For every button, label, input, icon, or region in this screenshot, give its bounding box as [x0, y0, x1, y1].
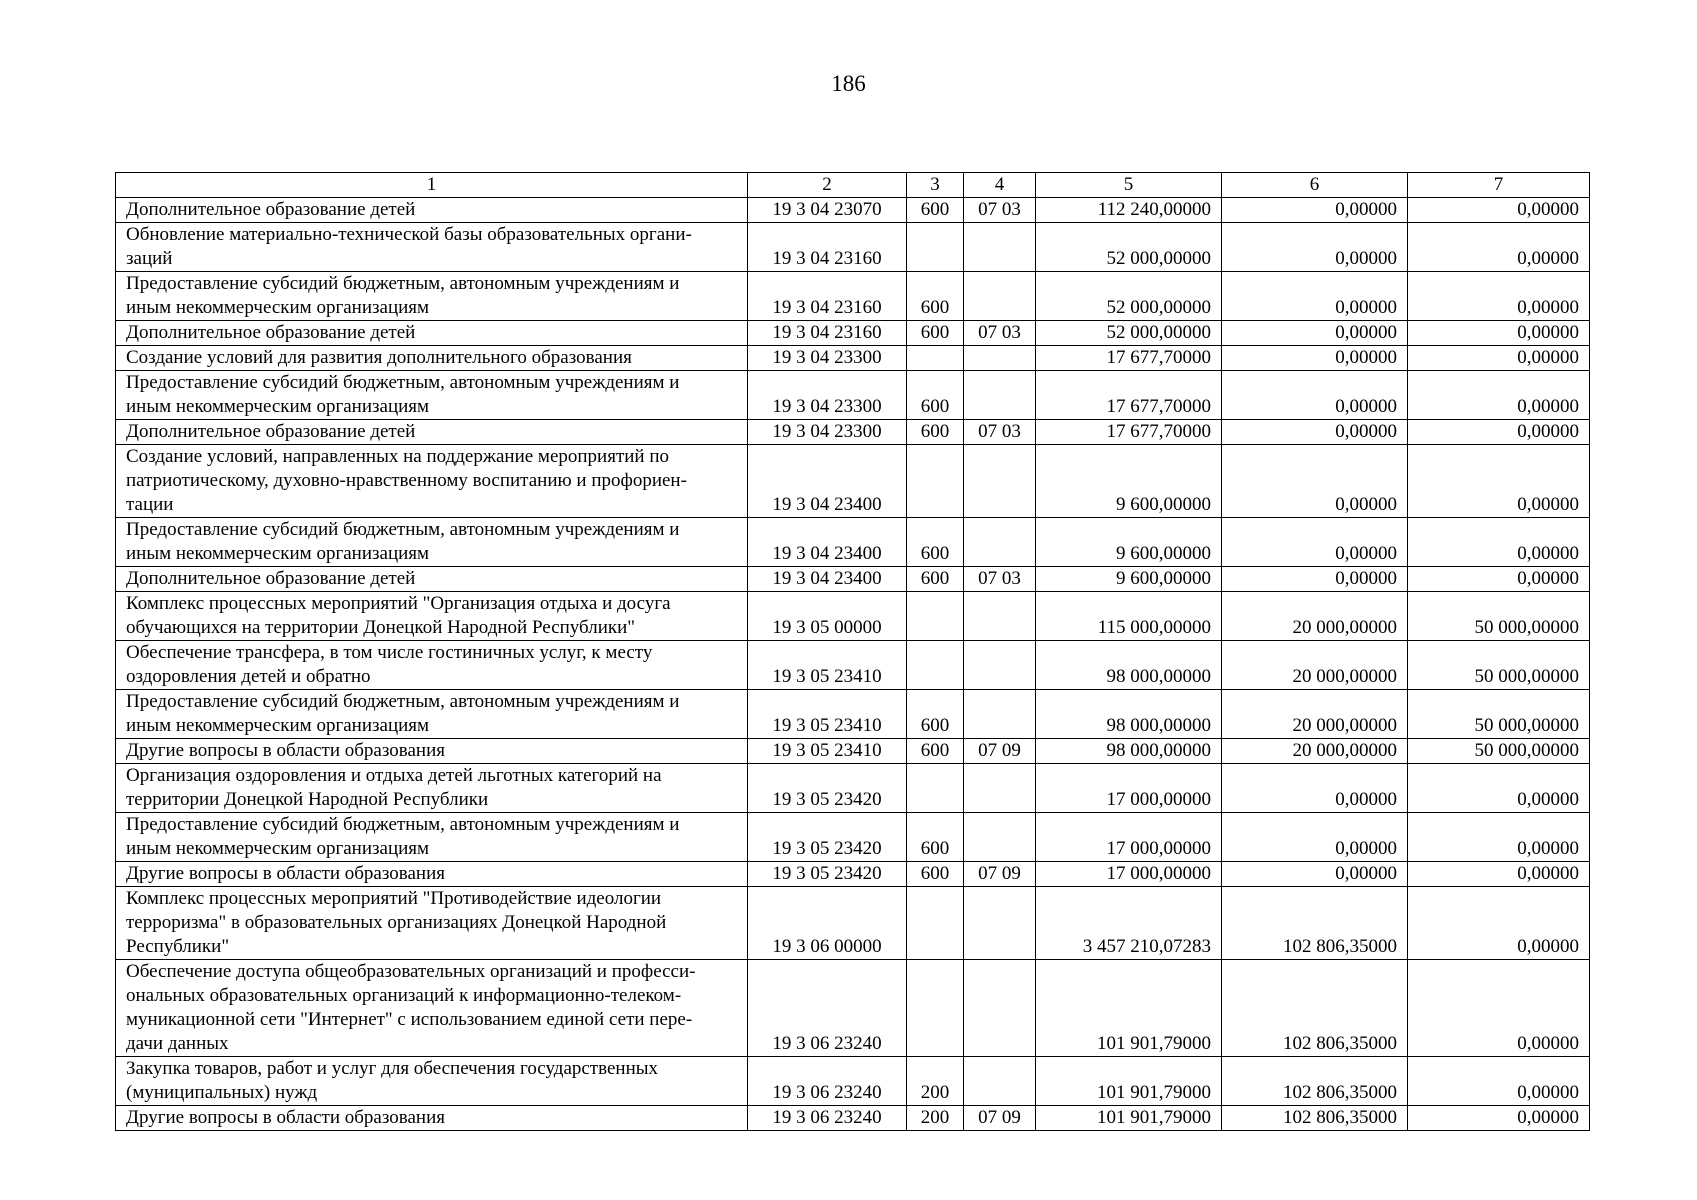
table-body [116, 198, 1590, 1131]
table-row [116, 887, 1590, 960]
row-name-text: Дополнительное образование детей [126, 199, 416, 220]
row-amount-2-cell: 0,00000 [1222, 518, 1408, 567]
row-code-cell: 19 3 04 23160 [748, 321, 907, 346]
row-amount-1-cell: 98 000,00000 [1036, 641, 1222, 690]
table-row [116, 420, 1590, 445]
row-amount-2-cell: 20 000,00000 [1222, 739, 1408, 764]
row-name-text: Организация оздоровления и отдыха детей льготных категорий на территории Донецкой Народной Республики [126, 765, 662, 810]
row-code-cell: 19 3 06 23240 [748, 1057, 907, 1106]
table-row [116, 567, 1590, 592]
row-name-text: Предоставление субсидий бюджетным, автономным учреждениям и иным некоммерческим организациям [126, 814, 680, 859]
row-amount-3-cell: 0,00000 [1408, 1106, 1590, 1131]
row-name-cell [116, 223, 748, 272]
row-name-cell [116, 198, 748, 223]
row-amount-2-cell: 0,00000 [1222, 321, 1408, 346]
row-amount-3-cell: 0,00000 [1408, 445, 1590, 518]
row-name-text: Предоставление субсидий бюджетным, автономным учреждениям и иным некоммерческим организациям [126, 273, 680, 318]
page-number: 186 [831, 71, 866, 96]
row-amount-3-cell: 0,00000 [1408, 223, 1590, 272]
row-amount-3-cell: 0,00000 [1408, 198, 1590, 223]
row-amount-1-cell: 101 901,79000 [1036, 1057, 1222, 1106]
row-type-cell: 600 [907, 371, 964, 420]
row-code-cell: 19 3 04 23070 [748, 198, 907, 223]
row-section-cell: 07 09 [964, 739, 1036, 764]
table-row [116, 445, 1590, 518]
row-code-cell: 19 3 05 23410 [748, 739, 907, 764]
row-name-text: Другие вопросы в области образования [126, 863, 445, 884]
row-type-cell [907, 592, 964, 641]
table-row [116, 764, 1590, 813]
row-amount-1-cell: 9 600,00000 [1036, 567, 1222, 592]
row-code-cell: 19 3 05 23420 [748, 764, 907, 813]
table-row [116, 739, 1590, 764]
row-amount-3-cell: 0,00000 [1408, 813, 1590, 862]
row-amount-2-cell: 0,00000 [1222, 567, 1408, 592]
row-name-text: Создание условий для развития дополнительного образования [126, 347, 632, 368]
column-header: 2 [748, 173, 907, 198]
row-name-cell [116, 960, 748, 1057]
row-code-cell: 19 3 06 23240 [748, 960, 907, 1057]
row-type-cell: 600 [907, 272, 964, 321]
row-name-cell [116, 739, 748, 764]
row-section-cell [964, 690, 1036, 739]
row-section-cell [964, 223, 1036, 272]
table-row [116, 272, 1590, 321]
row-type-cell: 600 [907, 690, 964, 739]
row-name-text: Дополнительное образование детей [126, 421, 416, 442]
row-name-text: Обновление материально-технической базы образовательных органи- заций [126, 224, 692, 269]
row-type-cell: 600 [907, 813, 964, 862]
row-amount-1-cell: 17 000,00000 [1036, 862, 1222, 887]
column-header: 5 [1036, 173, 1222, 198]
row-amount-3-cell: 0,00000 [1408, 960, 1590, 1057]
row-amount-1-cell: 115 000,00000 [1036, 592, 1222, 641]
row-amount-1-cell: 52 000,00000 [1036, 272, 1222, 321]
row-name-text: Дополнительное образование детей [126, 568, 416, 589]
row-amount-1-cell: 98 000,00000 [1036, 690, 1222, 739]
row-type-cell: 200 [907, 1057, 964, 1106]
row-amount-2-cell: 0,00000 [1222, 198, 1408, 223]
row-section-cell: 07 03 [964, 420, 1036, 445]
row-code-cell: 19 3 04 23400 [748, 518, 907, 567]
row-code-cell: 19 3 04 23300 [748, 420, 907, 445]
row-amount-1-cell: 17 677,70000 [1036, 420, 1222, 445]
table-row [116, 198, 1590, 223]
row-code-cell: 19 3 04 23160 [748, 272, 907, 321]
column-header: 4 [964, 173, 1036, 198]
row-amount-1-cell: 52 000,00000 [1036, 223, 1222, 272]
row-amount-2-cell: 20 000,00000 [1222, 641, 1408, 690]
table-row [116, 960, 1590, 1057]
row-code-cell: 19 3 04 23400 [748, 445, 907, 518]
row-amount-3-cell: 50 000,00000 [1408, 641, 1590, 690]
table-row [116, 518, 1590, 567]
row-type-cell [907, 887, 964, 960]
row-code-cell: 19 3 05 23420 [748, 813, 907, 862]
row-section-cell: 07 03 [964, 567, 1036, 592]
row-type-cell: 600 [907, 420, 964, 445]
row-amount-3-cell: 0,00000 [1408, 346, 1590, 371]
row-section-cell [964, 445, 1036, 518]
row-name-text: Комплекс процессных мероприятий "Противодействие идеологии терроризма" в образовательных организациях Донецкой Народной Республики" [126, 888, 667, 957]
row-amount-3-cell: 0,00000 [1408, 420, 1590, 445]
table-row [116, 371, 1590, 420]
row-amount-3-cell: 0,00000 [1408, 862, 1590, 887]
row-amount-2-cell: 0,00000 [1222, 445, 1408, 518]
row-type-cell: 600 [907, 518, 964, 567]
table-row [116, 690, 1590, 739]
row-amount-1-cell: 112 240,00000 [1036, 198, 1222, 223]
row-section-cell [964, 592, 1036, 641]
row-section-cell: 07 09 [964, 862, 1036, 887]
row-amount-2-cell: 0,00000 [1222, 420, 1408, 445]
row-amount-3-cell: 50 000,00000 [1408, 592, 1590, 641]
row-amount-3-cell: 50 000,00000 [1408, 739, 1590, 764]
row-section-cell [964, 1057, 1036, 1106]
row-amount-2-cell: 0,00000 [1222, 371, 1408, 420]
row-name-cell [116, 272, 748, 321]
table-header-row [116, 173, 1590, 198]
row-amount-1-cell: 17 677,70000 [1036, 346, 1222, 371]
row-type-cell [907, 641, 964, 690]
row-code-cell: 19 3 04 23300 [748, 371, 907, 420]
row-amount-1-cell: 52 000,00000 [1036, 321, 1222, 346]
row-type-cell: 200 [907, 1106, 964, 1131]
row-name-cell [116, 518, 748, 567]
row-name-text: Дополнительное образование детей [126, 322, 416, 343]
row-section-cell [964, 371, 1036, 420]
row-amount-2-cell: 0,00000 [1222, 813, 1408, 862]
row-amount-3-cell: 0,00000 [1408, 272, 1590, 321]
row-section-cell: 07 03 [964, 198, 1036, 223]
row-type-cell: 600 [907, 862, 964, 887]
row-amount-2-cell: 0,00000 [1222, 223, 1408, 272]
row-amount-2-cell: 0,00000 [1222, 862, 1408, 887]
row-amount-2-cell: 20 000,00000 [1222, 592, 1408, 641]
column-header: 3 [907, 173, 964, 198]
row-name-cell [116, 567, 748, 592]
row-name-text: Обеспечение трансфера, в том числе гостиничных услуг, к месту оздоровления детей и обратно [126, 642, 653, 687]
row-name-cell [116, 346, 748, 371]
row-name-text: Предоставление субсидий бюджетным, автономным учреждениям и иным некоммерческим организациям [126, 519, 680, 564]
row-section-cell [964, 887, 1036, 960]
table-row [116, 592, 1590, 641]
row-name-cell [116, 641, 748, 690]
row-amount-1-cell: 98 000,00000 [1036, 739, 1222, 764]
column-header: 7 [1408, 173, 1590, 198]
row-type-cell [907, 346, 964, 371]
row-amount-1-cell: 17 000,00000 [1036, 813, 1222, 862]
row-section-cell [964, 764, 1036, 813]
column-header: 6 [1222, 173, 1408, 198]
row-name-cell [116, 862, 748, 887]
row-section-cell [964, 272, 1036, 321]
row-amount-2-cell: 0,00000 [1222, 272, 1408, 321]
table-row [116, 346, 1590, 371]
row-name-cell [116, 445, 748, 518]
table-row [116, 223, 1590, 272]
row-name-text: Закупка товаров, работ и услуг для обеспечения государственных (муниципальных) нужд [126, 1058, 659, 1103]
row-name-text: Комплекс процессных мероприятий "Организация отдыха и досуга обучающихся на территории Донецкой Народной Республики" [126, 593, 671, 638]
row-code-cell: 19 3 04 23400 [748, 567, 907, 592]
row-code-cell: 19 3 04 23300 [748, 346, 907, 371]
row-section-cell [964, 346, 1036, 371]
row-section-cell: 07 03 [964, 321, 1036, 346]
row-name-cell [116, 592, 748, 641]
row-name-cell [116, 887, 748, 960]
row-amount-1-cell: 9 600,00000 [1036, 518, 1222, 567]
row-section-cell [964, 960, 1036, 1057]
row-section-cell: 07 09 [964, 1106, 1036, 1131]
row-type-cell: 600 [907, 739, 964, 764]
row-amount-2-cell: 0,00000 [1222, 764, 1408, 813]
row-name-cell [116, 764, 748, 813]
row-name-cell [116, 420, 748, 445]
row-name-text: Создание условий, направленных на поддержание мероприятий по патриотическому, духовно-нравственному воспитанию и профориен- тации [126, 446, 687, 515]
row-amount-3-cell: 0,00000 [1408, 321, 1590, 346]
column-header: 1 [116, 173, 748, 198]
row-amount-2-cell: 102 806,35000 [1222, 1057, 1408, 1106]
row-amount-1-cell: 17 000,00000 [1036, 764, 1222, 813]
row-code-cell: 19 3 05 23410 [748, 641, 907, 690]
row-section-cell [964, 518, 1036, 567]
row-amount-2-cell: 102 806,35000 [1222, 1106, 1408, 1131]
row-name-text: Другие вопросы в области образования [126, 1107, 445, 1128]
row-name-cell [116, 813, 748, 862]
row-amount-1-cell: 3 457 210,07283 [1036, 887, 1222, 960]
row-type-cell: 600 [907, 198, 964, 223]
row-section-cell [964, 813, 1036, 862]
row-amount-3-cell: 0,00000 [1408, 567, 1590, 592]
table-row [116, 862, 1590, 887]
row-name-text: Предоставление субсидий бюджетным, автономным учреждениям и иным некоммерческим организациям [126, 372, 680, 417]
row-name-text: Обеспечение доступа общеобразовательных организаций и професси- ональных образовательных организаций к информационно-телеком- муникационной сети "Интернет" с использованием единой сети пере- дачи данных [126, 961, 696, 1054]
row-code-cell: 19 3 06 00000 [748, 887, 907, 960]
table-row [116, 321, 1590, 346]
row-amount-2-cell: 102 806,35000 [1222, 887, 1408, 960]
row-name-cell [116, 1106, 748, 1131]
row-name-text: Другие вопросы в области образования [126, 740, 445, 761]
row-code-cell: 19 3 04 23160 [748, 223, 907, 272]
row-amount-1-cell: 101 901,79000 [1036, 1106, 1222, 1131]
row-code-cell: 19 3 05 23410 [748, 690, 907, 739]
row-amount-3-cell: 0,00000 [1408, 887, 1590, 960]
row-amount-2-cell: 20 000,00000 [1222, 690, 1408, 739]
row-type-cell [907, 445, 964, 518]
row-section-cell [964, 641, 1036, 690]
row-amount-1-cell: 9 600,00000 [1036, 445, 1222, 518]
row-code-cell: 19 3 06 23240 [748, 1106, 907, 1131]
row-amount-3-cell: 0,00000 [1408, 518, 1590, 567]
row-name-cell [116, 321, 748, 346]
row-name-text: Предоставление субсидий бюджетным, автономным учреждениям и иным некоммерческим организациям [126, 691, 680, 736]
row-amount-3-cell: 0,00000 [1408, 764, 1590, 813]
row-type-cell [907, 960, 964, 1057]
budget-table [115, 172, 1590, 1131]
row-amount-2-cell: 102 806,35000 [1222, 960, 1408, 1057]
row-amount-3-cell: 0,00000 [1408, 1057, 1590, 1106]
row-amount-2-cell: 0,00000 [1222, 346, 1408, 371]
row-type-cell [907, 223, 964, 272]
row-amount-3-cell: 0,00000 [1408, 371, 1590, 420]
row-amount-3-cell: 50 000,00000 [1408, 690, 1590, 739]
table-row [116, 1106, 1590, 1131]
row-type-cell: 600 [907, 321, 964, 346]
row-code-cell: 19 3 05 23420 [748, 862, 907, 887]
row-amount-1-cell: 101 901,79000 [1036, 960, 1222, 1057]
row-type-cell [907, 764, 964, 813]
table-row [116, 641, 1590, 690]
table-row [116, 813, 1590, 862]
table-row [116, 1057, 1590, 1106]
row-name-cell [116, 371, 748, 420]
row-type-cell: 600 [907, 567, 964, 592]
row-amount-1-cell: 17 677,70000 [1036, 371, 1222, 420]
row-name-cell [116, 1057, 748, 1106]
row-code-cell: 19 3 05 00000 [748, 592, 907, 641]
row-name-cell [116, 690, 748, 739]
